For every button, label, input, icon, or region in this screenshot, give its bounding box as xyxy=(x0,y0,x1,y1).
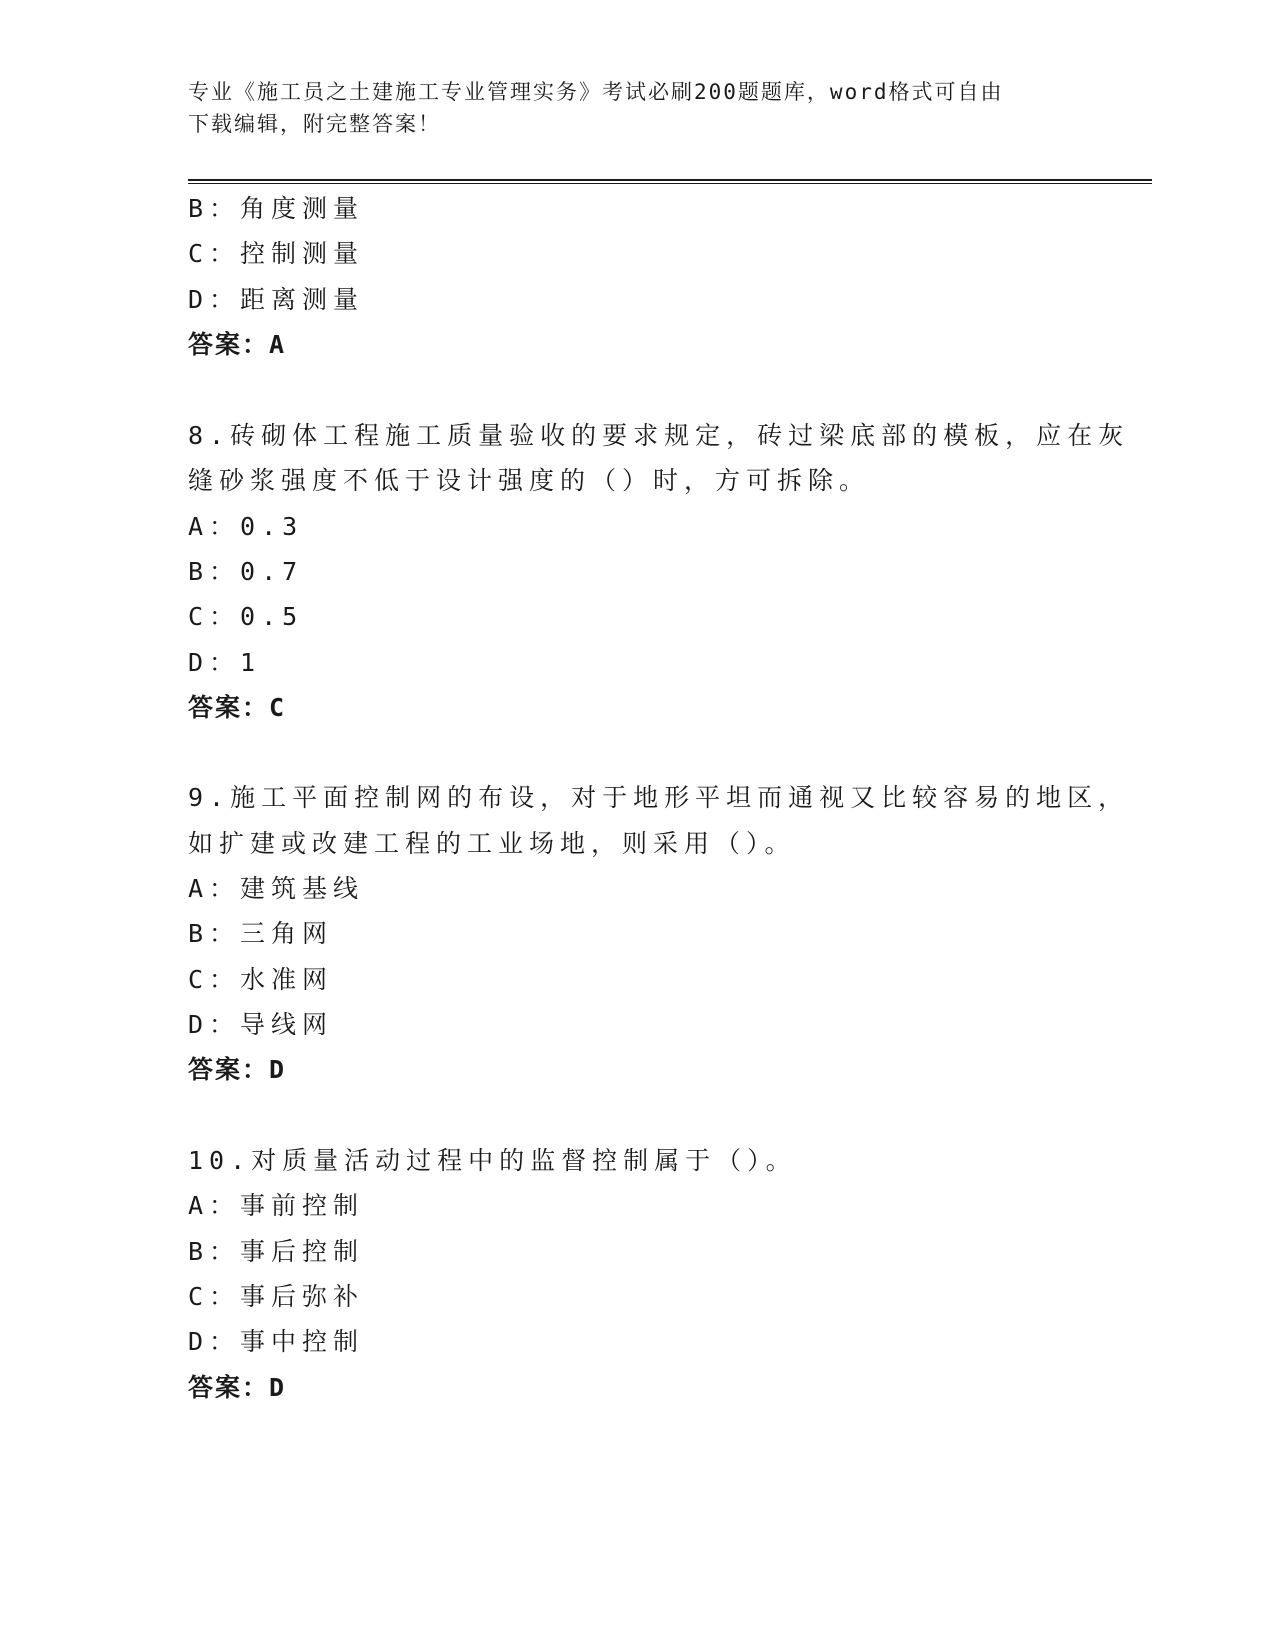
header-divider-thin xyxy=(188,183,1152,184)
q8-option-b: B：0.7 xyxy=(188,557,304,586)
header-line-1: 专业《施工员之土建施工专业管理实务》考试必刷200题题库，word格式可自由 xyxy=(188,80,1004,104)
header-divider-thick xyxy=(188,179,1152,181)
q8-option-c: C：0.5 xyxy=(188,602,304,631)
q9-stem-line-2: 如扩建或改建工程的工业场地，则采用（）。 xyxy=(188,829,796,858)
q10-option-b: B：事后控制 xyxy=(188,1237,365,1266)
q10-stem-line-1: 10.对质量活动过程中的监督控制属于（）。 xyxy=(188,1146,797,1175)
q8-stem-line-2: 缝砂浆强度不低于设计强度的（）时，方可拆除。 xyxy=(188,466,871,495)
q9-option-c: C：水准网 xyxy=(188,965,334,994)
q7-answer: 答案：A xyxy=(188,330,287,359)
document-header xyxy=(188,76,1068,140)
q7-option-b: B：角度测量 xyxy=(188,194,365,223)
q8-answer: 答案：C xyxy=(188,693,287,722)
q9-option-d: D：导线网 xyxy=(188,1010,334,1039)
q8-option-a: A：0.3 xyxy=(188,512,304,541)
q9-option-a: A：建筑基线 xyxy=(188,874,365,903)
q8-option-d: D：1 xyxy=(188,648,262,677)
q9-answer: 答案：D xyxy=(188,1055,287,1084)
q8-stem-line-1: 8.砖砌体工程施工质量验收的要求规定，砖过梁底部的模板，应在灰 xyxy=(188,421,1130,450)
q10-option-c: C：事后弥补 xyxy=(188,1282,365,1311)
q7-option-c: C：控制测量 xyxy=(188,239,365,268)
q10-answer: 答案：D xyxy=(188,1373,287,1402)
q10-option-d: D：事中控制 xyxy=(188,1327,365,1356)
q9-stem-line-1: 9.施工平面控制网的布设，对于地形平坦而通视又比较容易的地区， xyxy=(188,783,1130,812)
header-line-2: 下载编辑，附完整答案！ xyxy=(188,112,441,136)
q9-option-b: B：三角网 xyxy=(188,919,334,948)
q7-option-d: D：距离测量 xyxy=(188,285,365,314)
q10-option-a: A：事前控制 xyxy=(188,1191,365,1220)
